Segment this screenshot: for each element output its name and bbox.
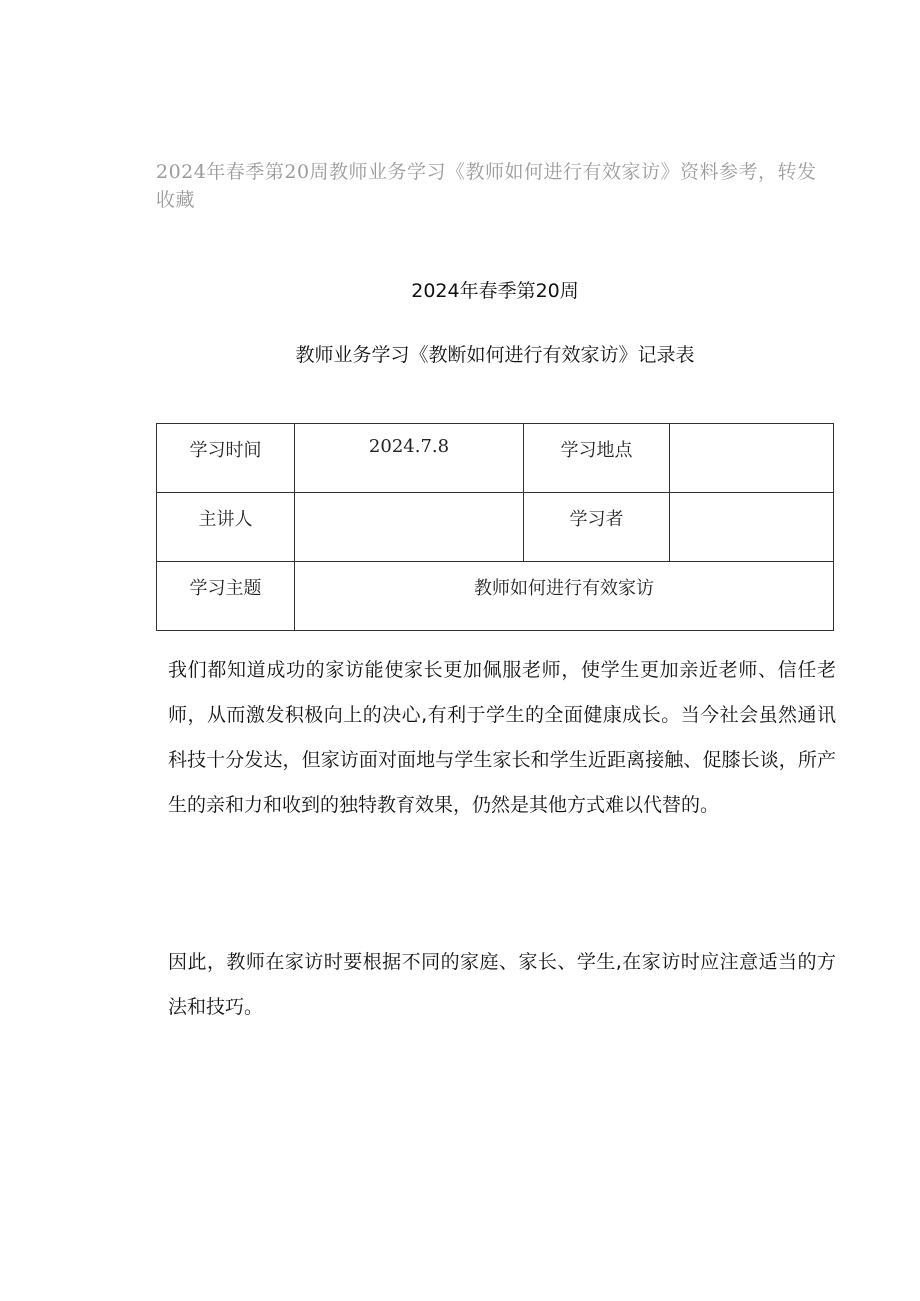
header-note: 2024年春季第20周教师业务学习《教师如何进行有效家访》资料参考，转发收藏 bbox=[156, 161, 817, 211]
learner-value-cell bbox=[670, 493, 834, 562]
table-row-topic bbox=[157, 562, 834, 631]
document-title-line2: 教师业务学习《教断如何进行有效家访》记录表 bbox=[295, 344, 695, 366]
document-title-line1: 2024年春季第20周 bbox=[411, 280, 579, 302]
place-value-cell bbox=[670, 424, 834, 493]
learner-label-cell: 学习者 bbox=[524, 493, 670, 562]
place-label-cell: 学习地点 bbox=[524, 424, 670, 493]
body-paragraph-2: 因此，教师在家访时要根据不同的家庭、家长、学生,在家访时应注意适当的方法和技巧。 bbox=[168, 951, 836, 1018]
time-label-cell: 学习时间 bbox=[157, 424, 295, 493]
topic-label-cell: 学习主题 bbox=[157, 562, 295, 631]
table-row-time bbox=[157, 424, 834, 493]
table-row-speaker bbox=[157, 493, 834, 562]
record-table bbox=[156, 423, 834, 631]
speaker-label-cell: 主讲人 bbox=[157, 493, 295, 562]
time-value-cell: 2024.7.8 bbox=[295, 424, 524, 493]
topic-value-cell: 教师如何进行有效家访 bbox=[295, 562, 834, 631]
body-paragraph-1: 我们都知道成功的家访能使家长更加佩服老师，使学生更加亲近老师、信任老师，从而激发积极向上的决心,有利于学生的全面健康成长。当今社会虽然通讯科技十分发达，但家访面对面地与学生家长和学生近距离接触、促膝长谈，所产生的亲和力和收到的独特教育效果，仍然是其他方式难以代替的。 bbox=[168, 659, 836, 816]
speaker-value-cell bbox=[295, 493, 524, 562]
